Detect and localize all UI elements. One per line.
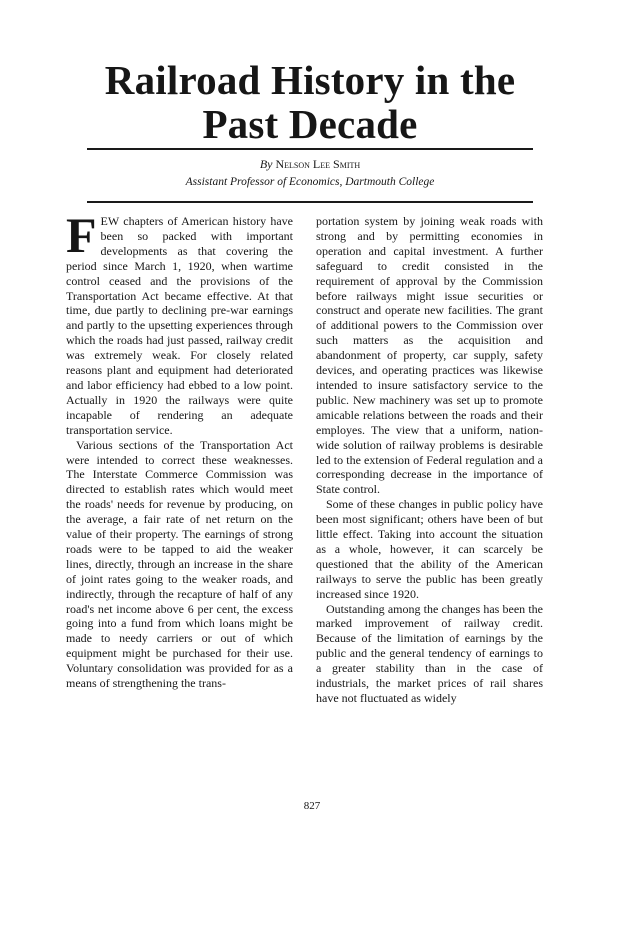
byline-prefix: By [259,157,273,171]
drop-cap: F [66,207,97,263]
paragraph-4: Outstanding among the changes has been the marked improvement of railway credit. Because of the limitation of earnings by the public and the general tendency of earnings to a greater stability than in the case of industrials, the market prices of rail shares have not fluctuated as widely [316,601,543,705]
text-column-right [316,214,543,706]
article-title-line-2: Past Decade [202,101,418,147]
paragraph-2: Various sections of the Transportation Act were intended to correct these weaknesses. The Interstate Commerce Commission was directed to establish rates which would meet the roads' needs for revenue by producing, on the average, a fair rate of net return on the value of their property. The earnings of strong roads were to be tapped to aid the weaker lines, directly, through an increase in the share of joint rates going to the weaker roads, and indirectly, through the recapture of half of any road's net income above 6 per cent, the excess going into a fund from which loans might be made to needy carriers or out of which equipment might be purchased for their use. Voluntary consolidation was provided for as a means of strengthening the trans- [66,437,293,691]
paragraph-1-text: EW chapters of American history have been so packed with important developments as that covering the period since March 1, 1920, when wartime control ceased and the provisions of the Transportation Act became effective. At that time, due partly to declining pre-war earnings and partly to the upsetting experiences through which the roads had just passed, railway credit was extremely weak. For closely related reasons plant and equipment had deteriorated and labor efficiency had ebbed to a low point. Actually in 1920 the railways were quite incapable of rendering an adequate transportation service. [66,214,293,437]
author-affiliation: Assistant Professor of Economics, Dartmouth College [185,176,435,188]
byline [87,157,533,172]
article-title-line-1: Railroad History in the [104,57,516,103]
paragraph-2-continued: portation system by joining weak roads with strong and by permitting economies in operation and capital investment. A further safeguard to credit consisted in the requirement of approval by the Commission before railways might issue securities or construct and operate new facilities. The grant of additional powers to the Commission over such matters as the acquisition and abandonment of property, car supply, safety devices, and operating practices was likewise intended to insure satisfactory service to the public. New machinery was set up to promote amicable relations between the roads and their employes. The view that a uniform, nation-wide solution of railway problems is desirable led to the extension of Federal regulation and a corresponding decrease in the importance of State control. [316,214,543,497]
paragraph-3: Some of these changes in public policy have been most significant; others have been of but little effect. Taking into account the situation as a whole, however, it can scarcely be questioned that the ability of the American railways to serve the public has been greatly increased since 1920. [316,497,543,601]
header-rule-bottom [87,201,533,203]
page-number: 827 [303,800,321,812]
paragraph-1 [66,207,293,438]
header-rule-top [87,148,533,150]
text-column-left [66,207,293,691]
author-name: Nelson Lee Smith [275,157,361,171]
